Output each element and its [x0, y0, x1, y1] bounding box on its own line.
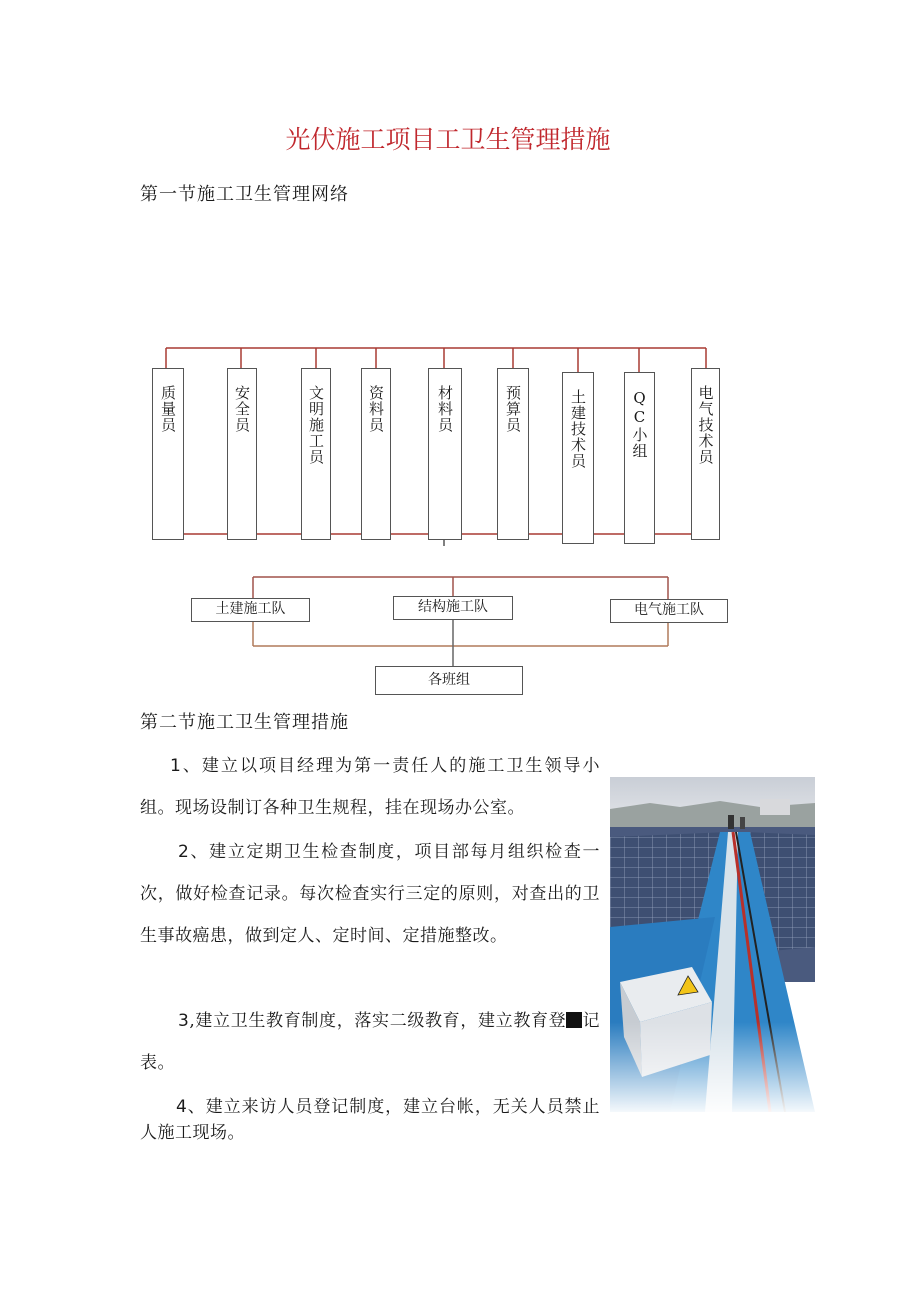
role-label: 文明施工员	[307, 385, 325, 465]
role-label: QC小组	[630, 389, 649, 459]
item-text-cont: 记表。	[140, 1011, 601, 1073]
role-label: 土建技术员	[569, 389, 587, 469]
page-title: 光伏施工项目工卫生管理措施	[285, 125, 611, 154]
measure-item-4	[140, 1094, 600, 1146]
solar-panel-photo	[610, 777, 815, 1112]
measure-item-3	[140, 1000, 600, 1084]
item-number: 2	[178, 842, 190, 862]
item-text: ,建立卫生教育制度，落实二级教育，建立教育登	[189, 1011, 567, 1031]
role-label: 安全员	[233, 385, 251, 433]
role-label: 预算员	[504, 385, 522, 433]
measure-item-2	[140, 831, 600, 957]
redaction-square	[566, 1012, 582, 1028]
item-text: 、建立以项目经理为第一责任人的施工卫生领导小组。现场设制订各种卫生规程，挂在现场办公室。	[140, 756, 600, 818]
role-box-safety	[227, 368, 257, 540]
team-label: 土建施工队	[215, 601, 286, 617]
item-text: 、建立来访人员登记制度，建立台帐，无关人员禁止人施工现场。	[140, 1097, 600, 1143]
bottom-box-crews	[375, 666, 523, 695]
team-box-civil	[191, 598, 310, 622]
item-number: 4	[176, 1097, 188, 1117]
team-box-electrical	[610, 599, 728, 623]
bottom-label: 各班组	[428, 672, 470, 688]
item-number: 1	[170, 756, 182, 776]
role-box-quality	[152, 368, 184, 540]
role-label: 资料员	[367, 385, 385, 433]
role-label: 质量员	[159, 385, 177, 433]
item-number: 3	[178, 1011, 190, 1031]
role-box-electrical-tech	[691, 368, 720, 540]
team-label: 结构施工队	[418, 599, 488, 615]
role-box-civilized	[301, 368, 331, 540]
role-box-budget	[497, 368, 529, 540]
role-box-documents	[361, 368, 391, 540]
role-label: 材料员	[436, 385, 454, 433]
role-box-materials	[428, 368, 462, 540]
role-box-qc	[624, 372, 655, 544]
role-label: 电气技术员	[696, 385, 715, 465]
item-text: 、建立定期卫生检查制度，项目部每月组织检查一次，做好检查记录。每次检査实行三定的原则，对查出的卫生事故癌患，做到定人、定时间、定措施整改。	[140, 842, 600, 946]
measure-item-1	[140, 745, 600, 829]
section-heading-measures: 第二节施工卫生管理措施	[140, 712, 349, 733]
team-label: 电气施工队	[634, 602, 704, 618]
section-heading-network: 第一节施工卫生管理网络	[140, 184, 349, 205]
team-box-structure	[393, 596, 513, 620]
role-box-civil-tech	[562, 372, 594, 544]
